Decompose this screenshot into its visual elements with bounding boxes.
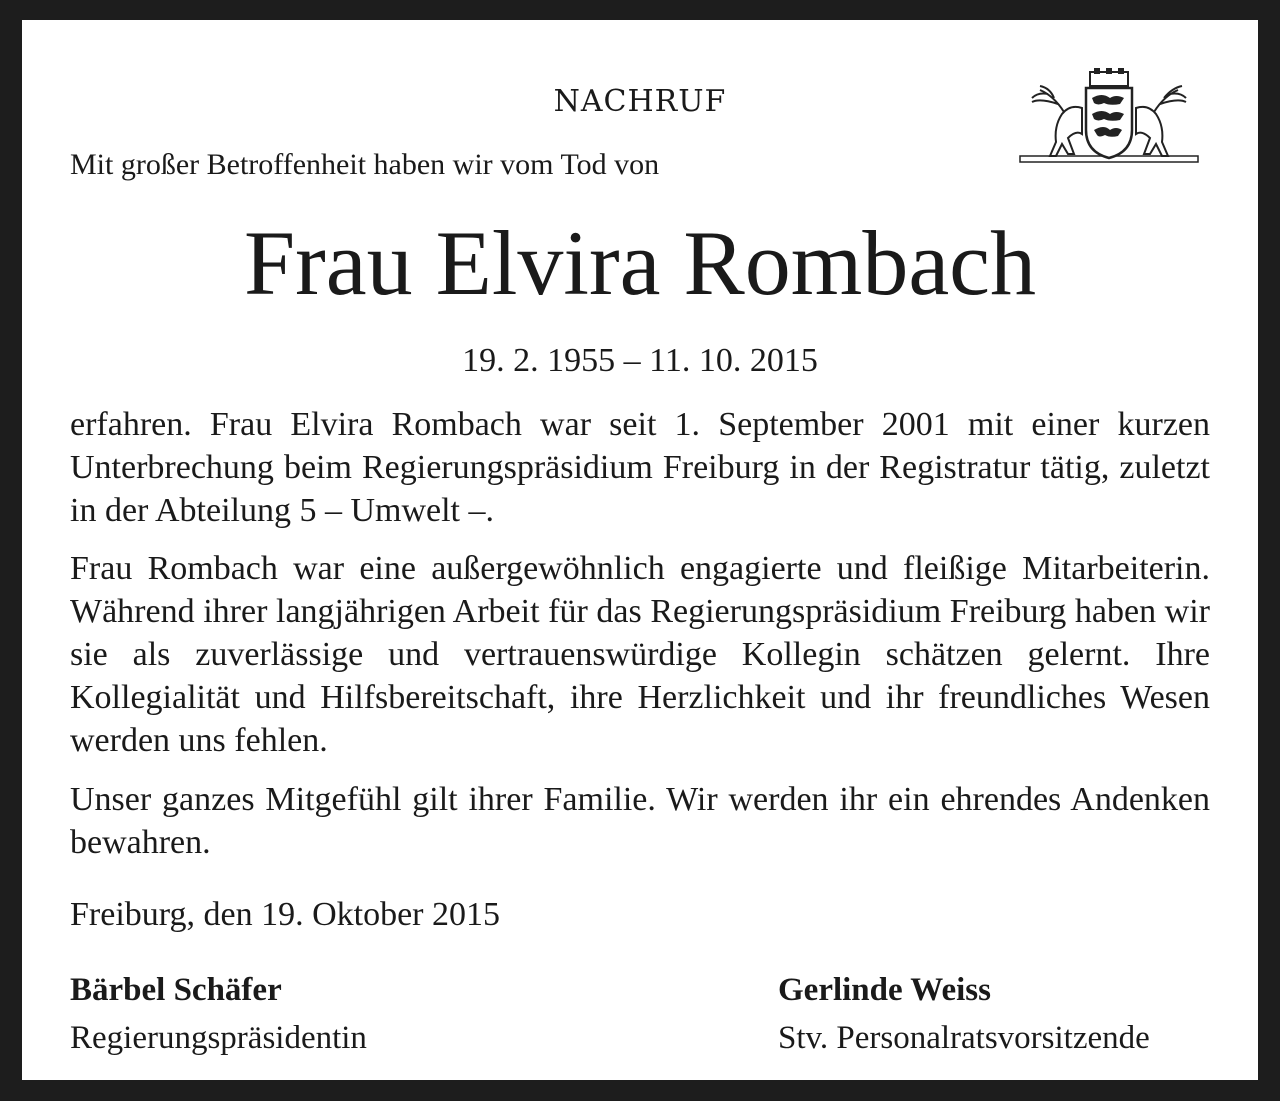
notice-heading: NACHRUF	[553, 84, 727, 119]
coat-of-arms-icon	[1018, 68, 1200, 168]
paragraph-2: Frau Rombach war eine außergewöhnlich engagierte und fleißige Mitarbeiterin. Während ihrer langjährigen Arbeit für das Regierungspräsidium Freiburg haben wir sie als zuverlässige und vertrauenswürdige Kollegin schätzen gelernt. Ihre Kollegialität und Hilfsbereitschaft, ihre Herzlichkeit und ihr freundliches Wesen werden uns fehlen.	[70, 550, 1210, 759]
paragraph-1: erfahren. Frau Elvira Rombach war seit 1. September 2001 mit einer kurzen Unterbrechung beim Regierungspräsidium Freiburg in der Registratur tätig, zuletzt in der Abteilung 5 – Umwelt –.	[70, 406, 1210, 529]
obituary-notice	[22, 20, 1258, 1080]
signatory-role: Regierungspräsidentin	[70, 1020, 367, 1056]
signatory-left	[70, 966, 367, 1062]
signatory-right	[778, 966, 1150, 1062]
paragraph-3: Unser ganzes Mitgefühl gilt ihrer Familie. Wir werden ihr ein ehrendes Andenken bewahren.	[70, 781, 1210, 861]
intro-line: Mit großer Betroffenheit haben wir vom Tod von	[70, 148, 660, 181]
signatory-name: Gerlinde Weiss	[778, 972, 991, 1008]
place-date: Freiburg, den 19. Oktober 2015	[70, 896, 500, 933]
life-dates: 19. 2. 1955 – 11. 10. 2015	[462, 342, 818, 379]
signatory-role: Stv. Personalratsvorsitzende	[778, 1020, 1150, 1056]
signatory-name: Bärbel Schäfer	[70, 972, 282, 1008]
deceased-name: Frau Elvira Rombach	[243, 212, 1037, 314]
